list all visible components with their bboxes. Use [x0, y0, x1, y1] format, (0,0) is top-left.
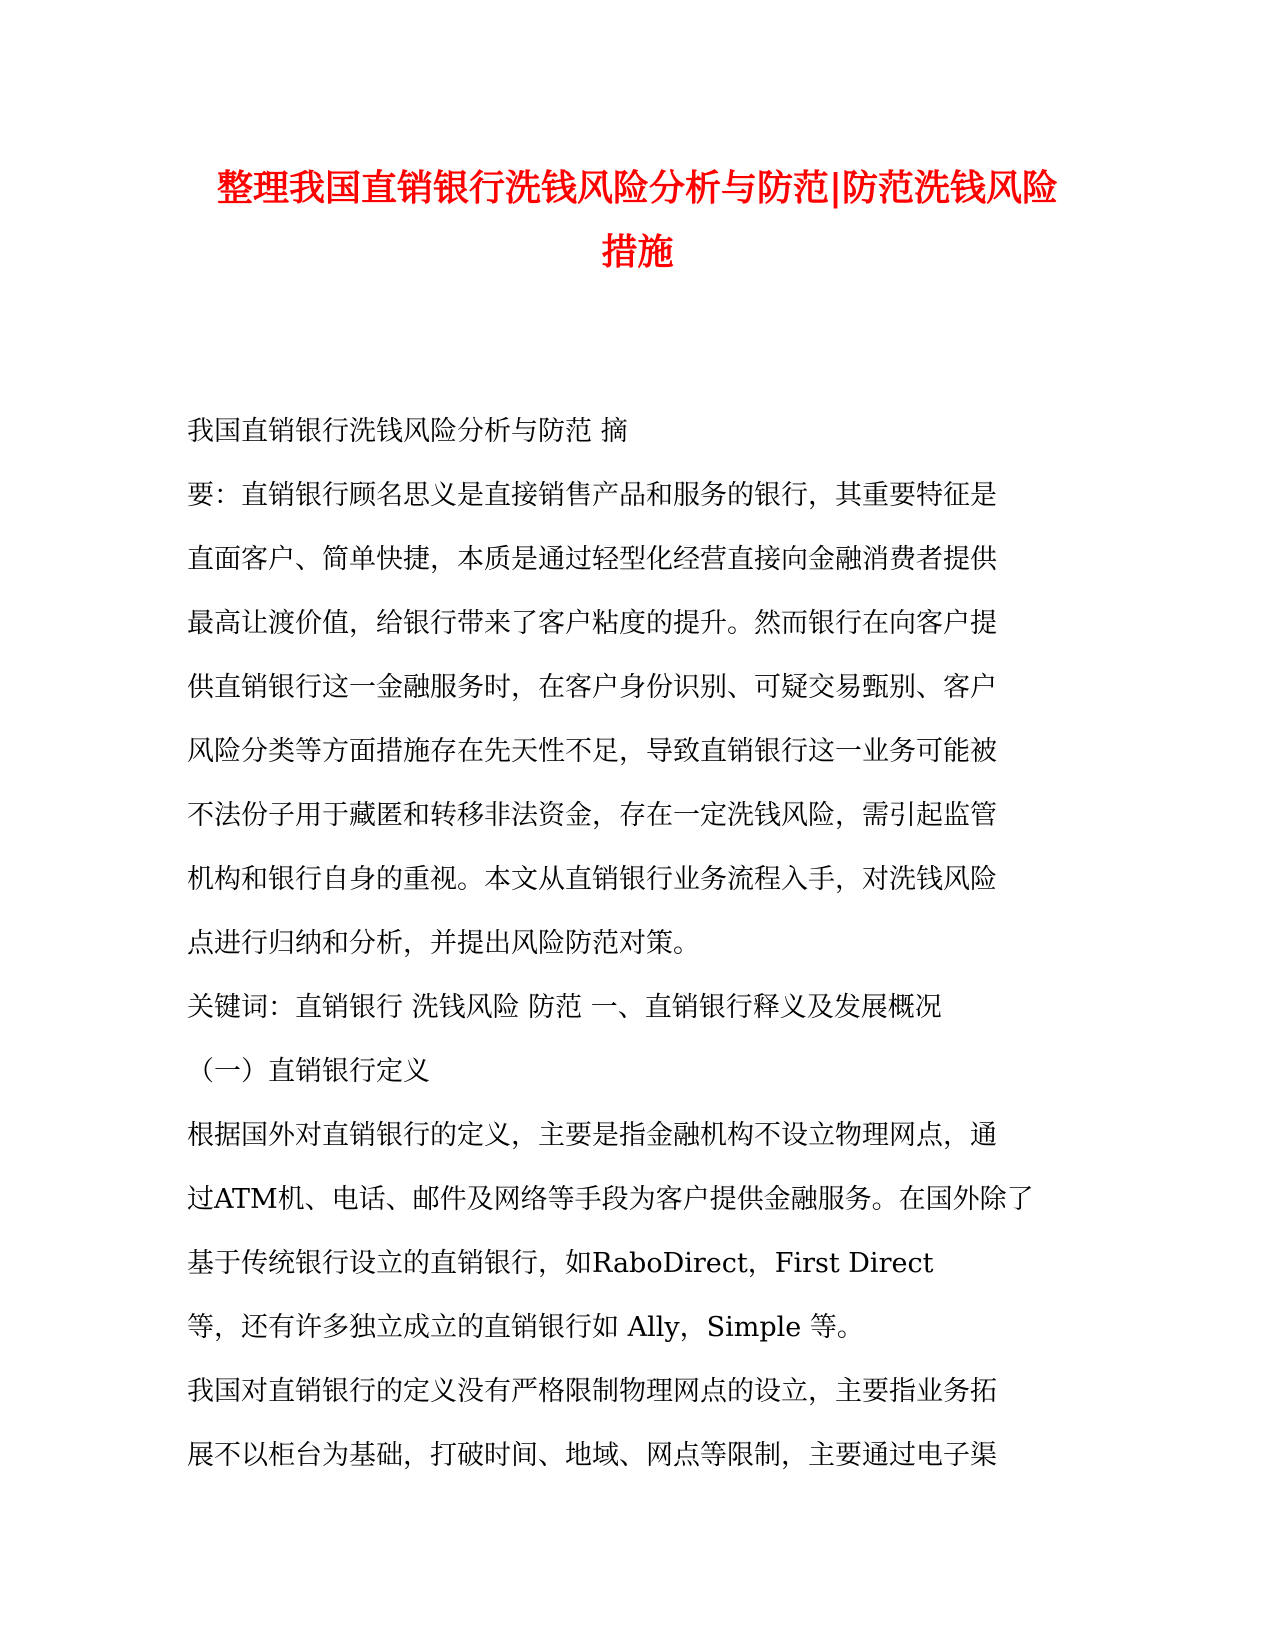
title-line-1: 整理我国直销银行洗钱风险分析与防范|防范洗钱风险: [216, 167, 1059, 209]
body-line: 直面客户、简单快捷，本质是通过轻型化经营直接向金融消费者提供: [187, 544, 997, 575]
body-line: 不法份子用于藏匿和转移非法资金，存在一定洗钱风险，需引起监管: [187, 800, 997, 831]
body-line: 根据国外对直销银行的定义，主要是指金融机构不设立物理网点，通: [187, 1120, 997, 1151]
body-line: 等，还有许多独立成立的直销银行如 Ally，Simple 等。: [187, 1312, 864, 1343]
body-line: 展不以柜台为基础，打破时间、地域、网点等限制，主要通过电子渠: [187, 1440, 997, 1471]
body-line: 过ATM机、电话、邮件及网络等手段为客户提供金融服务。在国外除了: [187, 1184, 1034, 1215]
keywords-line: 关键词：直销银行 洗钱风险 防范 一、直销银行释义及发展概况: [187, 992, 942, 1023]
body-line: 供直销银行这一金融服务时，在客户身份识别、可疑交易甄别、客户: [187, 672, 997, 703]
body-line: 我国对直销银行的定义没有严格限制物理网点的设立，主要指业务拓: [187, 1376, 997, 1407]
body-line: 点进行归纳和分析，并提出风险防范对策。: [187, 928, 700, 959]
body-line: 机构和银行自身的重视。本文从直销银行业务流程入手，对洗钱风险: [187, 864, 997, 895]
body-line: 最高让渡价值，给银行带来了客户粘度的提升。然而银行在向客户提: [187, 608, 997, 639]
body-line: 基于传统银行设立的直销银行，如RaboDirect，First Direct: [187, 1248, 934, 1279]
title-line-2: 措施: [601, 231, 674, 273]
document-body: [187, 400, 1067, 1488]
document-title: [150, 156, 1125, 284]
body-line: 我国直销银行洗钱风险分析与防范 摘: [187, 416, 628, 447]
section-heading: （一）直销银行定义: [187, 1056, 430, 1087]
body-line: 风险分类等方面措施存在先天性不足，导致直销银行这一业务可能被: [187, 736, 997, 767]
body-line: 要：直销银行顾名思义是直接销售产品和服务的银行，其重要特征是: [187, 480, 997, 511]
